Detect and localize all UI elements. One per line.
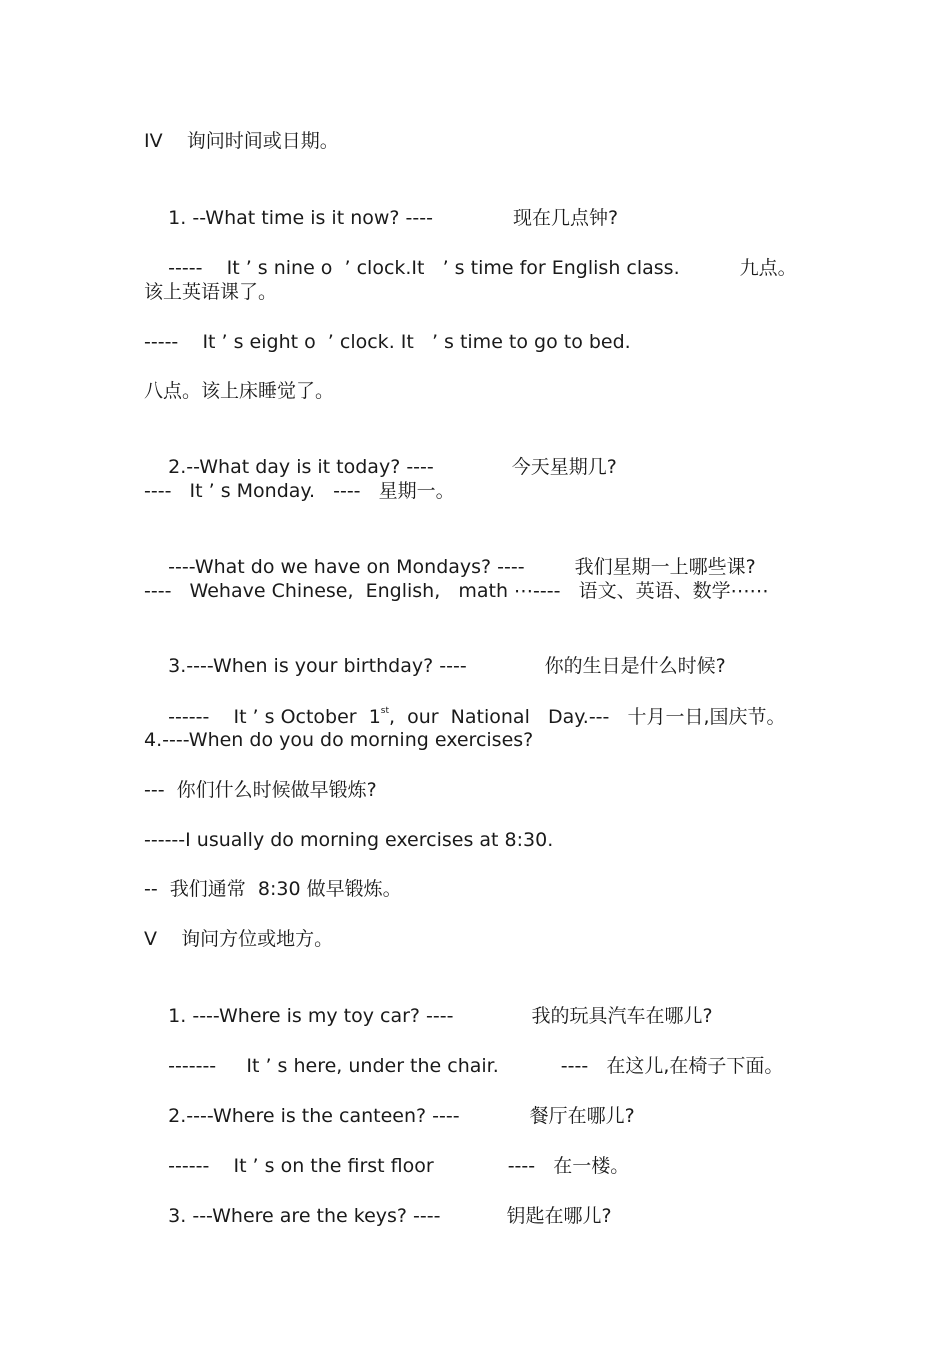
translation-zh: ---- 在一楼。 [507, 1155, 630, 1177]
ordinal-suffix: st [380, 706, 389, 716]
question-en: 2.--What day is it today? ---- [168, 456, 434, 478]
dialog-line [144, 1127, 630, 1177]
dialog-line [144, 1027, 784, 1077]
dialog-line [144, 528, 756, 578]
answer-line: ----- It ’ s eight o ’ clock. It ’ s time to go to bed. [144, 331, 631, 353]
dialog-line [144, 627, 726, 677]
section-5-heading: V 询问方位或地方。 [144, 928, 334, 950]
question-en: 1. ----Where is my toy car? ---- [168, 1005, 454, 1027]
dialog-line [144, 428, 617, 478]
question-en: 3. ---Where are the keys? ---- [168, 1205, 441, 1227]
translation-zh: 钥匙在哪儿? [506, 1205, 612, 1227]
translation-zh: 你的生日是什么时候? [544, 655, 726, 677]
answer-en: ----- It ’ s nine o ’ clock.It ’ s time for English class. [168, 257, 680, 279]
translation-zh: 我们星期一上哪些课? [574, 556, 756, 578]
dialog-line [144, 179, 619, 229]
answer-line: ---- Wehave Chinese, English, math ⋯---- 语文、英语、数学⋯⋯ [144, 580, 769, 602]
answer-line: ---- It ’ s Monday. ---- 星期一。 [144, 480, 455, 502]
question-line: 4.----When do you do morning exercises? [144, 729, 534, 751]
answer-continued: , our National Day.--- 十月一日,国庆节。 [389, 706, 786, 728]
question-en: ----What do we have on Mondays? ---- [168, 556, 525, 578]
answer-en: ------ It ’ s on the first floor [168, 1155, 434, 1177]
translation-zh: ---- 在这儿,在椅子下面。 [560, 1055, 784, 1077]
section-4-heading: IV 询问时间或日期。 [144, 130, 339, 152]
translation-zh: 现在几点钟? [512, 207, 619, 229]
translation-zh: 九点。 [739, 257, 797, 279]
answer-line [144, 678, 786, 728]
translation-line: 八点。该上床睡觉了。 [144, 380, 335, 402]
translation-zh: 我的玩具汽车在哪儿? [531, 1005, 713, 1027]
translation-zh: 餐厅在哪儿? [529, 1105, 635, 1127]
answer-en: ------- It ’ s here, under the chair. [168, 1055, 499, 1077]
translation-line: --- 你们什么时候做早锻炼? [144, 779, 377, 801]
answer-line: ------I usually do morning exercises at 8:30. [144, 829, 554, 851]
dialog-line [144, 1077, 635, 1127]
question-en: 1. --What time is it now? ---- [168, 207, 433, 229]
question-en: 3.----When is your birthday? ---- [168, 655, 467, 677]
dialog-line [144, 1177, 612, 1227]
answer-en: ------ It ’ s October 1 [168, 706, 381, 728]
translation-line: -- 我们通常 8:30 做早锻炼。 [144, 878, 402, 900]
translation-zh: 今天星期几? [511, 456, 617, 478]
translation-line: 该上英语课了。 [144, 281, 278, 303]
dialog-line [144, 977, 713, 1027]
question-en: 2.----Where is the canteen? ---- [168, 1105, 460, 1127]
dialog-line [144, 229, 797, 279]
